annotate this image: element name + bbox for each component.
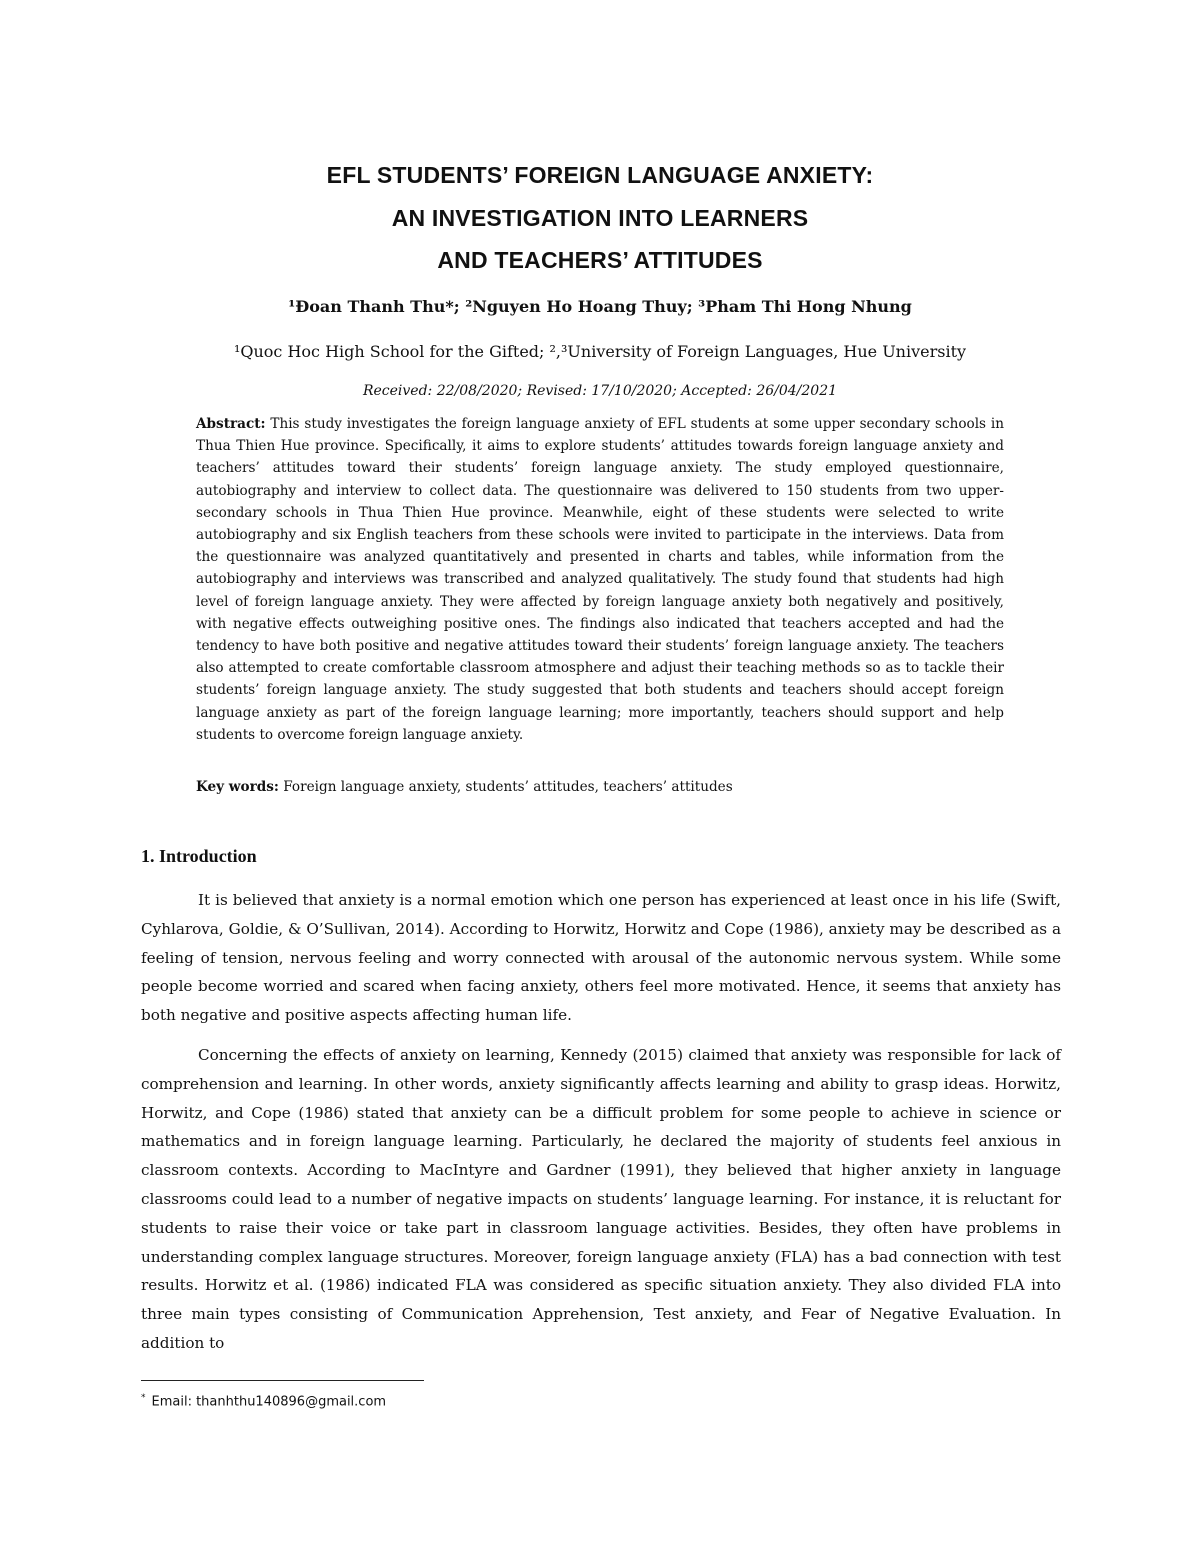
keywords bbox=[196, 776, 1004, 798]
abstract-text: This study investigates the foreign language anxiety of EFL students at some upper secondary schools in Thua Thien Hue province. Specifically, it aims to explore students’ attitudes towards foreign language anxiety and teachers’ attitudes toward their students’ foreign language anxiety. The study employed questionnaire, autobiography and interview to collect data. The questionnaire was delivered to 150 students from two upper-secondary schools in Thua Thien Hue province. Meanwhile, eight of these students were selected to write autobiography and six English teachers from these schools were invited to participate in the interviews. Data from the questionnaire was analyzed quantitatively and presented in charts and tables, while information from the autobiography and interviews was transcribed and analyzed qualitatively. The study found that students had high level of foreign language anxiety. They were affected by foreign language anxiety both negatively and positively, with negative effects outweighing positive ones. The findings also indicated that teachers accepted and had the tendency to have both positive and negative attitudes toward their students’ foreign language anxiety. The teachers also attempted to create comfortable classroom atmosphere and adjust their teaching methods so as to tackle their students’ foreign language anxiety. The study suggested that both students and teachers should accept foreign language anxiety as part of the foreign language learning; more importantly, teachers should support and help students to overcome foreign language anxiety. bbox=[196, 416, 1004, 743]
keywords-label: Key words: bbox=[196, 779, 279, 795]
footnote-divider bbox=[141, 1380, 424, 1381]
footnote-email: Email: thanhthu140896@gmail.com bbox=[151, 1394, 387, 1410]
paper-title-line-1: EFL STUDENTS’ FOREIGN LANGUAGE ANXIETY: bbox=[326, 162, 874, 188]
authors: ¹Đoan Thanh Thu*; ²Nguyen Ho Hoang Thuy; ³Pham Thi Hong Nhung bbox=[288, 297, 912, 316]
submission-dates: Received: 22/08/2020; Revised: 17/10/2020; Accepted: 26/04/2021 bbox=[362, 383, 838, 399]
affiliations: ¹Quoc Hoc High School for the Gifted; ²,³University of Foreign Languages, Hue University bbox=[233, 342, 967, 361]
keywords-text: Foreign language anxiety, students’ attitudes, teachers’ attitudes bbox=[278, 779, 733, 795]
footnote-marker: * bbox=[141, 1393, 146, 1403]
body-paragraph-1: It is believed that anxiety is a normal emotion which one person has experienced at least once in his life (Swift, Cyhlarova, Goldie, & O’Sullivan, 2014). According to Horwitz, Horwitz and Cope (1986), anxiety may be described as a feeling of tension, nervous feeling and worry connected with arousal of the autonomic nervous system. While some people become worried and scared when facing anxiety, others feel more motivated. Hence, it seems that anxiety has both negative and positive aspects affecting human life. bbox=[141, 891, 1061, 1025]
abstract bbox=[196, 413, 1004, 746]
section-heading: 1. Introduction bbox=[141, 846, 257, 866]
paper-title-line-3: AND TEACHERS’ ATTITUDES bbox=[437, 247, 763, 273]
paper-title-line-2: AN INVESTIGATION INTO LEARNERS bbox=[391, 205, 809, 231]
abstract-label: Abstract: bbox=[196, 416, 266, 432]
footnote bbox=[141, 1393, 386, 1409]
body-paragraph-2: Concerning the effects of anxiety on learning, Kennedy (2015) claimed that anxiety was responsible for lack of comprehension and learning. In other words, anxiety significantly affects learning and ability to grasp ideas. Horwitz, Horwitz, and Cope (1986) stated that anxiety can be a difficult problem for some people to achieve in science or mathematics and in foreign language learning. Particularly, he declared the majority of students feel anxious in classroom contexts. According to MacIntyre and Gardner (1991), they believed that higher anxiety in language classrooms could lead to a number of negative impacts on students’ language learning. For instance, it is reluctant for students to raise their voice or take part in classroom language activities. Besides, they often have problems in understanding complex language structures. Moreover, foreign language anxiety (FLA) has a bad connection with test results. Horwitz et al. (1986) indicated FLA was considered as specific situation anxiety. They also divided FLA into three main types consisting of Communication Apprehension, Test anxiety, and Fear of Negative Evaluation. In addition to bbox=[141, 1046, 1061, 1352]
